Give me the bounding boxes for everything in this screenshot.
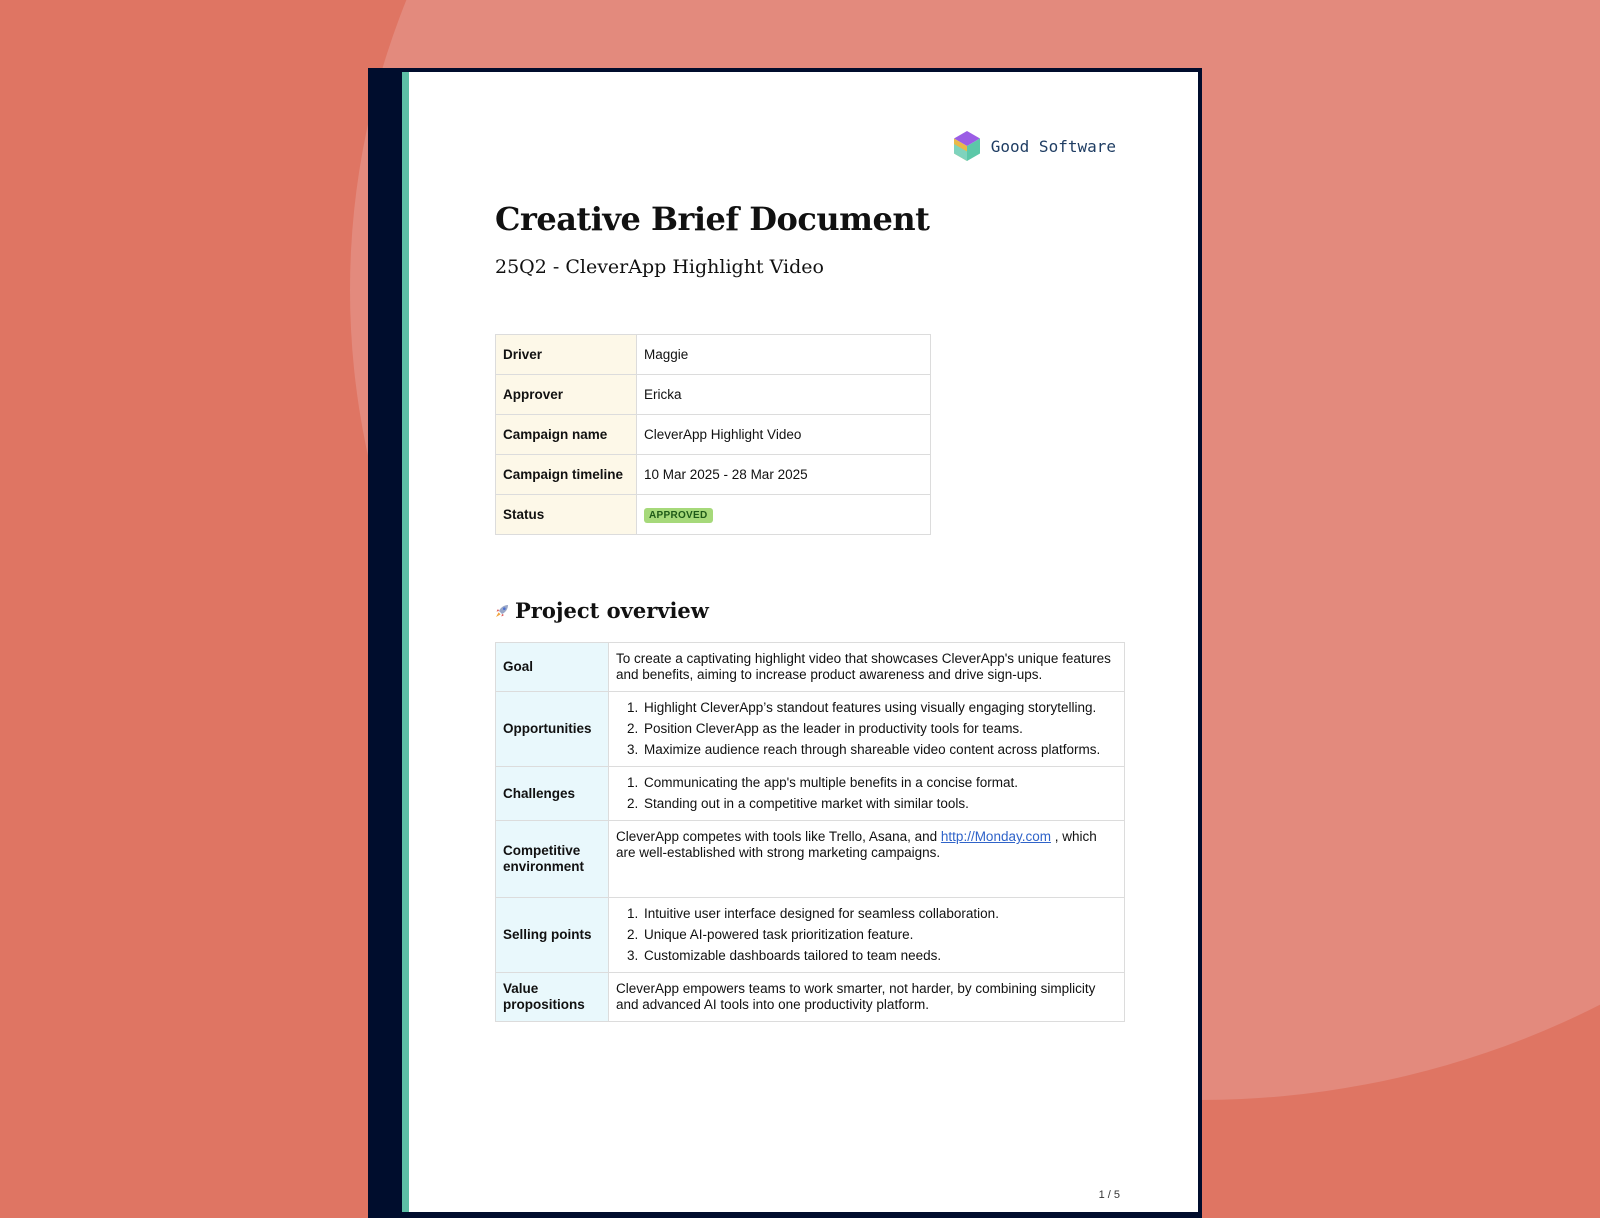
selling-points-list (616, 906, 1117, 964)
meta-value: 10 Mar 2025 - 28 Mar 2025 (637, 455, 931, 495)
document-title: Creative Brief Document (495, 200, 930, 238)
meta-row-approver (496, 375, 931, 415)
competitive-text-before: CleverApp competes with tools like Trello, Asana, and (616, 829, 941, 844)
meta-row-driver (496, 335, 931, 375)
list-item: 2. Position CleverApp as the leader in productivity tools for teams. (642, 721, 1117, 737)
list-item: 1. Intuitive user interface designed for seamless collaboration. (642, 906, 1117, 922)
meta-value: Ericka (637, 375, 931, 415)
competitive-text-after: , which are well-established with strong marketing campaigns. (616, 829, 1097, 860)
list-item: 1. Communicating the app's multiple benefits in a concise format. (642, 775, 1117, 791)
overview-label: Opportunities (496, 692, 609, 767)
overview-label: Selling points (496, 898, 609, 973)
section-heading-project-overview (495, 598, 709, 623)
overview-label: Goal (496, 643, 609, 692)
list-item: 3. Maximize audience reach through shareable video content across platforms. (642, 742, 1117, 758)
document-page (409, 72, 1198, 1212)
monday-link[interactable]: http://Monday.com (940, 829, 1051, 844)
meta-label: Status (496, 495, 637, 535)
overview-row-opportunities (496, 692, 1125, 767)
opportunities-list (616, 700, 1117, 758)
meta-row-campaign-timeline (496, 455, 931, 495)
overview-value (609, 821, 1125, 898)
overview-row-competitive-environment (496, 821, 1125, 898)
overview-label: Challenges (496, 767, 609, 821)
meta-table (495, 334, 931, 535)
hexagon-cube-logo-icon (953, 130, 981, 162)
meta-row-status (496, 495, 931, 535)
status-badge: APPROVED (644, 508, 713, 523)
meta-value: Maggie (637, 335, 931, 375)
section-heading-text: Project overview (515, 598, 709, 623)
overview-row-challenges (496, 767, 1125, 821)
overview-row-selling-points (496, 898, 1125, 973)
list-item: 2. Unique AI-powered task prioritization feature. (642, 927, 1117, 943)
overview-label: Competitive environment (496, 821, 609, 898)
meta-label: Approver (496, 375, 637, 415)
brand-name: Good Software (990, 136, 1116, 156)
page-number: 1 / 5 (1098, 1189, 1120, 1201)
overview-row-value-propositions (496, 973, 1125, 1022)
document-accent-stripe (402, 72, 409, 1212)
list-item: 2. Standing out in a competitive market with similar tools. (642, 796, 1117, 812)
meta-value: CleverApp Highlight Video (637, 415, 931, 455)
meta-label: Driver (496, 335, 637, 375)
overview-value: CleverApp empowers teams to work smarter, not harder, by combining simplicity and advanced AI tools into one productivity platform. (609, 973, 1125, 1022)
list-item: 3. Customizable dashboards tailored to team needs. (642, 948, 1117, 964)
overview-value (609, 692, 1125, 767)
meta-label: Campaign name (496, 415, 637, 455)
overview-row-goal (496, 643, 1125, 692)
meta-label: Campaign timeline (496, 455, 637, 495)
meta-row-campaign-name (496, 415, 931, 455)
brand-header (953, 130, 1116, 162)
rocket-icon (495, 598, 509, 623)
overview-value (609, 767, 1125, 821)
overview-label: Value propositions (496, 973, 609, 1022)
challenges-list (616, 775, 1117, 812)
meta-value-cell (637, 495, 931, 535)
overview-value: To create a captivating highlight video that showcases CleverApp's unique features and benefits, aiming to increase product awareness and drive sign-ups. (609, 643, 1125, 692)
document-subtitle: 25Q2 - CleverApp Highlight Video (495, 256, 824, 278)
list-item: 1. Highlight CleverApp’s standout features using visually engaging storytelling. (642, 700, 1117, 716)
overview-value (609, 898, 1125, 973)
overview-table (495, 642, 1125, 1022)
